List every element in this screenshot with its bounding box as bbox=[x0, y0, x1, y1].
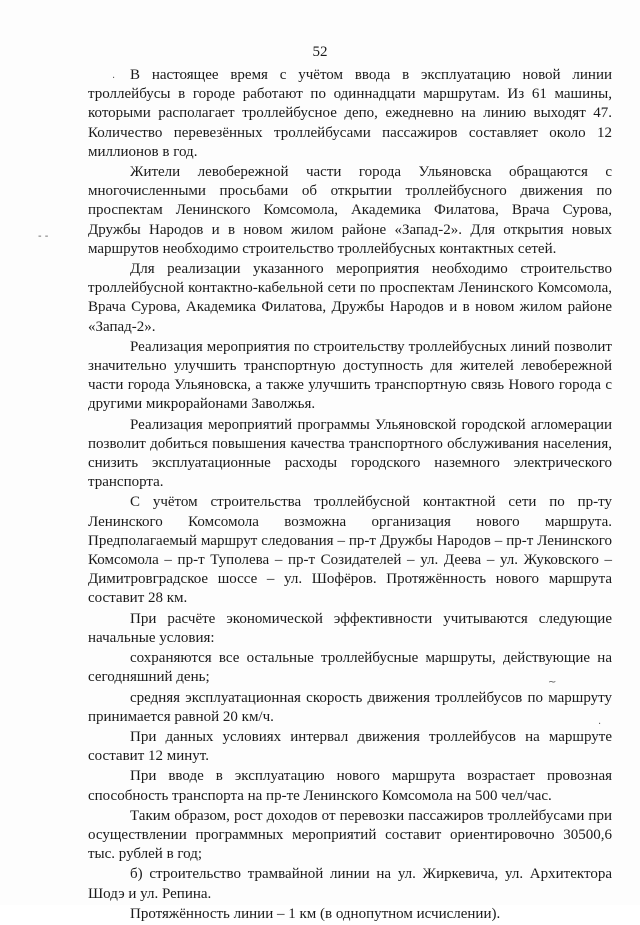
scan-mark: - - bbox=[38, 231, 49, 242]
scan-mark: · bbox=[112, 73, 116, 84]
scan-mark: ~ bbox=[548, 677, 557, 688]
paragraph: Жители левобережной части города Ульяновска обращаются с многочисленными просьбами об открытии троллейбусного движения по проспектам Ленинского Комсомола, Академика Филатова, Врача Сурова, Дружбы Народов и в новом жилом районе «Запад-2». Для открытия новых маршрутов необходимо строительство троллейбусных контактных сетей. bbox=[88, 164, 612, 257]
paragraph: средняя эксплуатационная скорость движения троллейбусов по маршруту принимается равной 20 км/ч. bbox=[88, 689, 612, 725]
paragraph: При вводе в эксплуатацию нового маршрута возрастает провозная способность транспорта на пр-те Ленинского Комсомола на 500 чел/час. bbox=[88, 768, 612, 804]
paragraph: Реализация мероприятия по строительству троллейбусных линий позволит значительно улучшить транспортную доступность для жителей левобережной части города Ульяновска, а также улучшить транспортную связь Нового города с другими микрорайонами Заволжья. bbox=[88, 338, 612, 413]
paragraph: Таким образом, рост доходов от перевозки пассажиров троллейбусами при осуществлении программных мероприятий составит ориентировочно 30500,6 тыс. рублей в год; bbox=[88, 807, 612, 863]
paragraph: Протяжённость линии – 1 км (в однопутном исчислении). bbox=[130, 905, 501, 922]
page-number: 52 bbox=[312, 44, 328, 60]
paragraph: При данных условиях интервал движения троллейбусов на маршруте составит 12 минут. bbox=[88, 728, 612, 765]
paragraph: С учётом строительства троллейбусной контактной сети по пр-ту Ленинского Комсомола возможна организация нового маршрута. Предполагаемый маршрут следования – пр-т Дружбы Народов – пр-т Ленинского Комсомола – пр-т Туполева – пр-т Созидателей – ул. Деева – ул. Жуковского – Димитровградское шоссе – ул. Шофёров. Протяжённость нового маршрута составит 28 км. bbox=[88, 494, 612, 607]
paragraph: сохраняются все остальные троллейбусные маршруты, действующие на сегодняшний день; bbox=[88, 650, 612, 686]
paragraph: При расчёте экономической эффективности учитываются следующие начальные условия: bbox=[88, 610, 612, 646]
document-body bbox=[88, 66, 612, 925]
paragraph: В настоящее время с учётом ввода в эксплуатацию новой линии троллейбусы в городе работают по одиннадцати маршрутам. Из 61 машины, которыми располагает троллейбусное депо, ежедневно на линию выходят 47. Количество перевезённых троллейбусами пассажиров составляет около 12 миллионов в год. bbox=[88, 67, 612, 160]
scan-mark: · bbox=[598, 719, 602, 730]
paragraph: Для реализации указанного мероприятия необходимо строительство троллейбусной контактно-кабельной сети по проспектам Ленинского Комсомола, Врача Сурова, Академика Филатова, Дружбы Народов и в новом жилом районе «Запад-2». bbox=[88, 261, 612, 335]
paragraph: Реализация мероприятий программы Ульяновской городской агломерации позволит добиться повышения качества транспортного обслуживания населения, снизить эксплуатационные расходы городского наземного электрического транспорта. bbox=[88, 416, 612, 491]
paragraph: б) строительство трамвайной линии на ул. Жиркевича, ул. Архитектора Шодэ и ул. Репина. bbox=[88, 866, 612, 902]
